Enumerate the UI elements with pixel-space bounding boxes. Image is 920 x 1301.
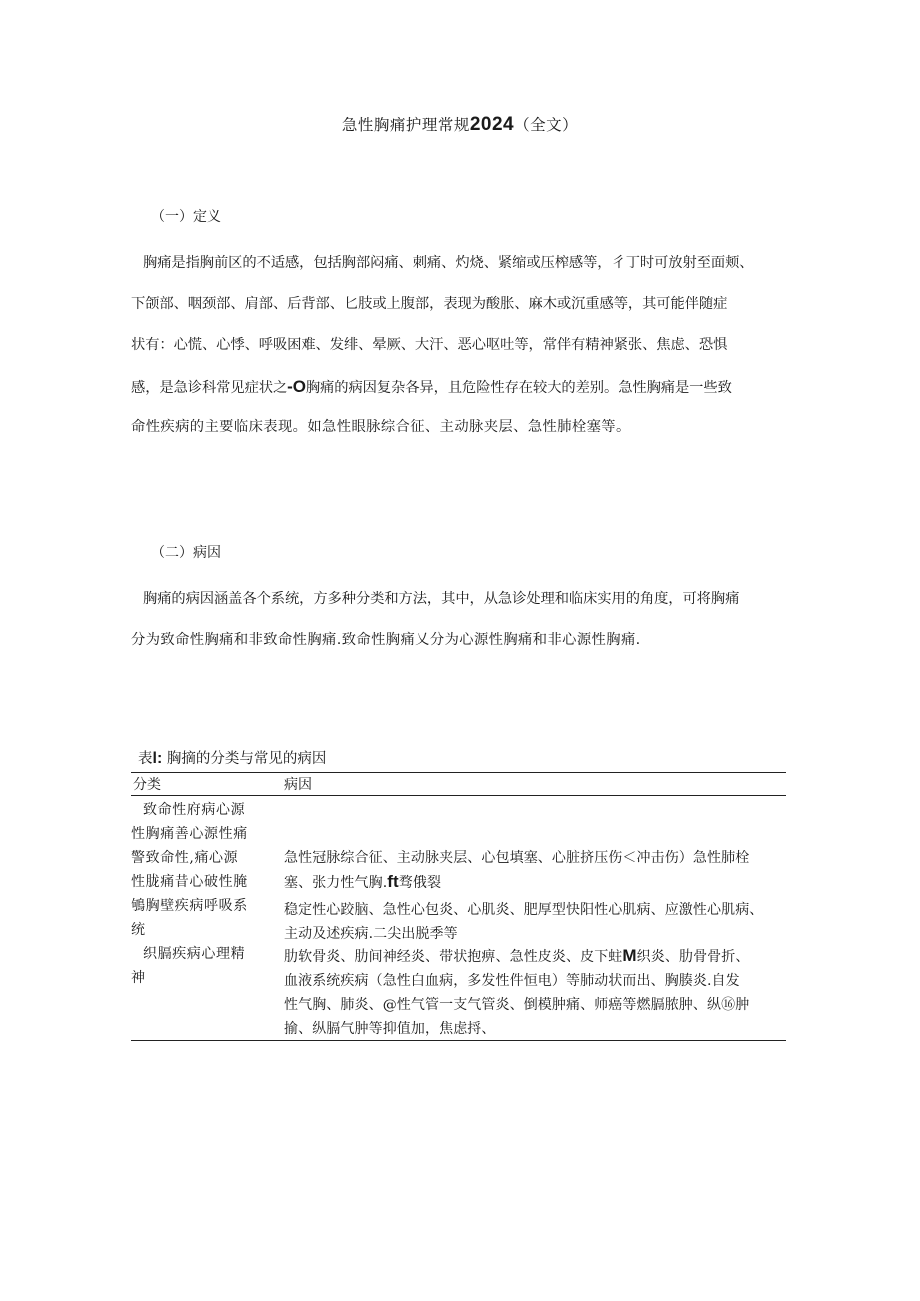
table-cell-line: 统 xyxy=(131,922,146,938)
table-bottom-rule xyxy=(131,1040,786,1041)
table-cell-line: 急性冠脉综合征、主动脉夹层、心包填塞、心脏挤压伤＜冲击伤）急性肺栓 xyxy=(284,850,750,866)
definition-paragraph xyxy=(131,243,795,448)
table-cell-line: 性胸痛善心源性痛 xyxy=(131,826,248,842)
cause-cell-noncardiac xyxy=(284,944,789,1041)
paragraph-line: 胸痛是指胸前区的不适感，包括胸部闷痛、刺痛、灼烧、紧缩或压榨感等，彳丁时可放射至面颊、 xyxy=(143,255,754,271)
paragraph-line: 状有：心慌、心悸、呼吸困难、发绯、晕厥、大汗、恶心呕吐等，常伴有精神紧张、焦虑、恐惧 xyxy=(131,337,728,353)
table-cell-line: 鴝胸壁疾病呼吸系 xyxy=(131,898,248,914)
table-cell-line: 致命性府病心源 xyxy=(143,802,246,818)
paragraph-line: 分为致命性胸痛和非致命性胸痛.致命性胸痛乂分为心源性胸痛和非心源性胸痛. xyxy=(131,632,641,648)
table-top-rule xyxy=(131,772,786,773)
table-header-rule xyxy=(131,795,786,796)
paragraph-line: 感，是急诊科常见症状之-O胸痛的病因复杂各异，且危险性存在较大的差别。急性胸痛是一些致 xyxy=(131,377,732,396)
table-cell-line: 揄、纵膈气肿等抑值加，焦虑捋、 xyxy=(284,1021,496,1037)
column-header-cause: 病因 xyxy=(284,777,312,793)
table-cell-line: 性气胸、肺炎、@性气管一支气管炎、倒模肿痛、师癌等燃膈脓肿、纵⑯肿 xyxy=(284,997,750,1013)
section-heading-causes: （二）病因 xyxy=(151,545,221,561)
cause-cell-cardiac-fatal xyxy=(284,846,789,895)
table-cell-line: 织膈疾病心理精 xyxy=(143,946,246,962)
page-title: 急性胸痛护理常规2024（全文） xyxy=(341,114,579,135)
paragraph-line: 命性疾病的主要临床表现。如急性眼脉综合征、主动脉夹层、急性肺栓塞等。 xyxy=(131,419,631,435)
column-header-category: 分类 xyxy=(133,777,161,793)
table-caption: 表l: 胸摘的分类与常见的病因 xyxy=(138,750,327,767)
paragraph-line: 下颌部、咽颈部、肩部、后背部、匕肢或上腹部，表现为酸胀、麻木或沉重感等，其可能伴随症 xyxy=(131,296,728,312)
cause-cell-cardiac-nonfatal xyxy=(284,898,789,946)
table-cell-line: 神 xyxy=(131,970,146,986)
category-column xyxy=(131,798,261,990)
table-cell-line: 主动及述疾病.二尖出脱季等 xyxy=(284,926,458,942)
section-heading-definition: （一）定义 xyxy=(151,209,221,225)
table-cell-line: 性胧痛昔心破性腌 xyxy=(131,874,248,890)
table-cell-line: 血液系统疾病（急性白血病，多发性件恒电）等肺动状而出、胸腠炎.自发 xyxy=(284,973,740,989)
causes-paragraph xyxy=(131,579,795,661)
table-cell-line: 肋软骨炎、肋间神经炎、带状抱痹、急性皮炎、皮下蛀M织炎、肋骨骨折、 xyxy=(284,946,750,965)
title-year: 2024 xyxy=(469,114,515,135)
paragraph-line: 胸痛的病因涵盖各个系统，方多种分类和方法，其中，从急诊处理和临床实用的角度，可将胸痛 xyxy=(143,591,740,607)
table-cell-line: 塞、张力性气胸.ft骛俄裂 xyxy=(284,872,442,891)
table-cell-line: 稳定性心跤脑、急性心包炎、心肌炎、肥厚型快阳性心肌病、应激性心肌病、 xyxy=(284,902,764,918)
table-cell-line: 警致命性,痛心源 xyxy=(131,850,239,866)
